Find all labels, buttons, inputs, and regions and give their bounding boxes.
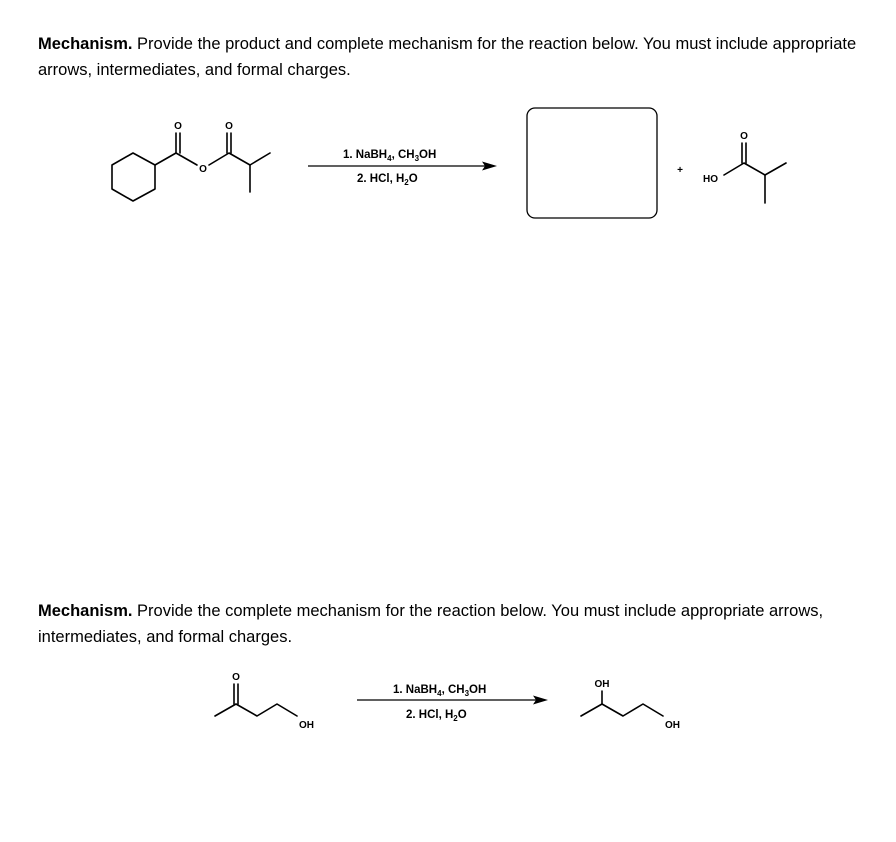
- problem-1-heading: Mechanism.: [38, 35, 133, 53]
- product-primary-hydroxyl: OH: [665, 720, 680, 731]
- ester-chain-bonds: [155, 153, 197, 165]
- acyl-chain-bonds: [209, 153, 270, 165]
- byproduct-structure: [703, 131, 786, 203]
- problem-2-text: Provide the complete mechanism for the reaction below. You must include appropriate arrows, intermediates, and formal charges.: [38, 602, 824, 646]
- reactant-1-structure: [112, 121, 270, 201]
- reactant-2-carbonyl-oxygen: O: [232, 672, 240, 683]
- product-2-structure: [581, 679, 680, 731]
- product-secondary-hydroxyl: OH: [594, 679, 610, 690]
- reactant-2-structure: [215, 672, 314, 731]
- reactant-2-chain-bonds: [215, 704, 297, 716]
- reaction-arrow-2: [357, 684, 548, 723]
- reagent-2-line-1: 1. NaBH$_4$, $CH_3OH$: [393, 684, 487, 698]
- byproduct-chain-bonds: [724, 163, 786, 175]
- reactant-2-hydroxyl: OH: [299, 720, 314, 731]
- byproduct-hydroxyl-label: HO: [703, 174, 718, 185]
- product-chain-bonds: [581, 704, 663, 716]
- problem-2-heading: Mechanism.: [38, 602, 133, 620]
- cyclohexane-ring: [112, 153, 155, 201]
- problem-1-text: Provide the product and complete mechanism for the reaction below. You must include appropriate arrows, intermediates, and formal charges.: [38, 35, 857, 79]
- reaction-arrow-1: [308, 149, 497, 187]
- reagent-1-line-1: 1. NaBH$_4$, $CH_3OH$: [343, 149, 437, 163]
- reagent-1-line-2: 2. HCl, $H_2O$: [357, 173, 418, 187]
- carbonyl-2-oxygen: O: [225, 121, 233, 132]
- product-answer-box[interactable]: [527, 108, 657, 218]
- ester-oxygen: O: [199, 164, 207, 175]
- carbonyl-1-oxygen: O: [174, 121, 182, 132]
- plus-sign: +: [677, 165, 683, 176]
- byproduct-carbonyl-oxygen: O: [740, 131, 748, 142]
- reagent-2-line-2: 2. HCl, $H_2O$: [406, 709, 467, 723]
